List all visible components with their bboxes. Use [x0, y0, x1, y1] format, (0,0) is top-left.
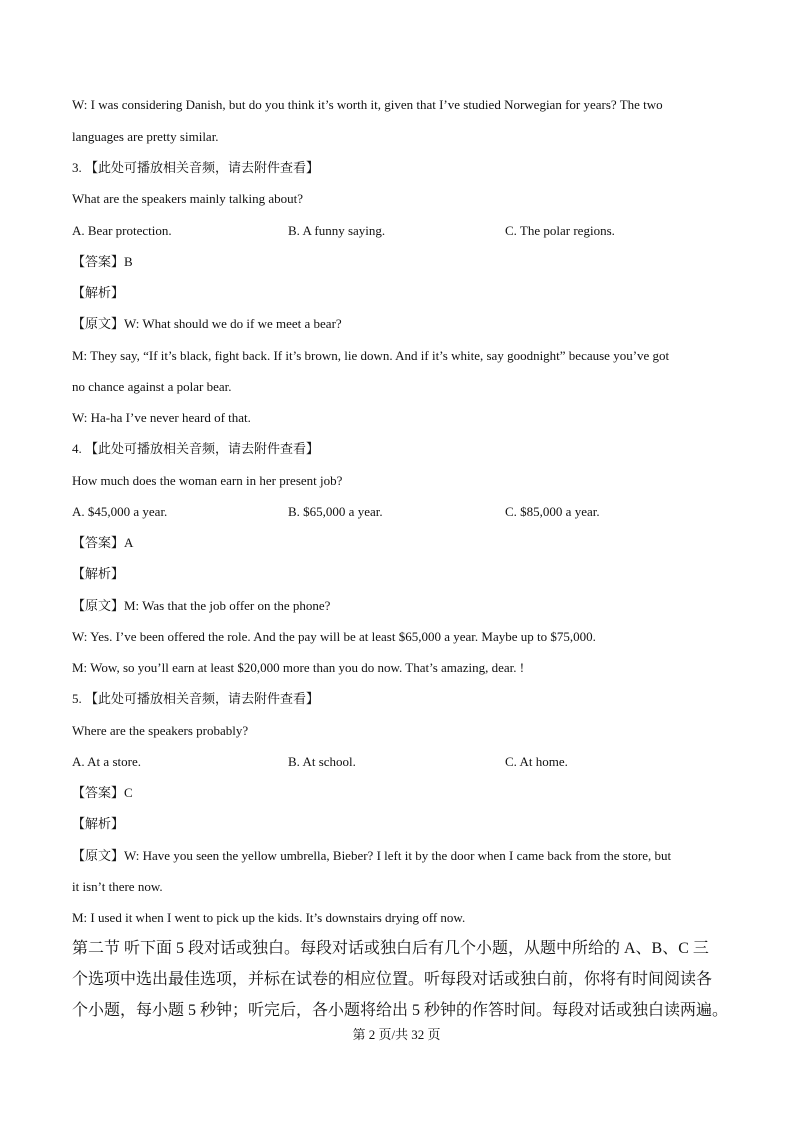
question-5-text: Where are the speakers probably? [72, 723, 249, 738]
question-5-transcript-line: 【原文】W: Have you seen the yellow umbrella, Bieber? I left it by the door when I came back from the store, but [72, 848, 672, 863]
question-4-transcript-line: W: Yes. I’ve been offered the role. And the pay will be at least $65,000 a year. Maybe up to $75,000. [72, 629, 596, 644]
question-3-transcript-line: W: Ha-ha I’ve never heard of that. [72, 410, 251, 425]
question-5-analysis-label: 【解析】 [72, 816, 125, 831]
question-3-analysis-label: 【解析】 [72, 285, 125, 300]
question-3-option-b: B. A funny saying. [288, 223, 386, 238]
question-3-header: 3. 【此处可播放相关音频，请去附件查看】 [72, 160, 320, 175]
question-3-transcript-line: 【原文】W: What should we do if we meet a bear? [72, 316, 342, 331]
question-4-answer: 【答案】A [72, 535, 134, 550]
question-4-option-b: B. $65,000 a year. [288, 504, 383, 519]
transcript-line: W: I was considering Danish, but do you think it’s worth it, given that I’ve studied Norwegian for years? The two [72, 97, 663, 112]
question-3-transcript-line: no chance against a polar bear. [72, 379, 232, 394]
question-5-transcript-line: it isn’t there now. [72, 879, 163, 894]
question-3-option-a: A. Bear protection. [72, 223, 172, 238]
question-4-transcript-line: 【原文】M: Was that the job offer on the phone? [72, 598, 331, 613]
section-2-instructions-line: 第二节 听下面 5 段对话或独白。每段对话或独白后有几个小题，从题中所给的 A、B、C 三 [72, 940, 709, 957]
question-4-text: How much does the woman earn in her present job? [72, 473, 343, 488]
question-4-analysis-label: 【解析】 [72, 566, 125, 581]
question-5-transcript-line: M: I used it when I went to pick up the kids. It’s downstairs drying off now. [72, 910, 466, 925]
question-3-answer: 【答案】B [72, 254, 133, 269]
question-4-option-c: C. $85,000 a year. [505, 504, 600, 519]
question-3-transcript-line: M: They say, “If it’s black, fight back. If it’s brown, lie down. And if it’s white, say goodnight” because you’ve got [72, 348, 670, 363]
section-2-instructions-line: 个小题，每小题 5 秒钟；听完后，各小题将给出 5 秒钟的作答时间。每段对话或独白读两遍。 [72, 1002, 729, 1019]
section-2-instructions-line: 个选项中选出最佳选项，并标在试卷的相应位置。听每段对话或独白前，你将有时间阅读各 [72, 971, 713, 988]
question-5-option-b: B. At school. [288, 754, 356, 769]
question-5-header: 5. 【此处可播放相关音频，请去附件查看】 [72, 691, 320, 706]
page-number: 第 2 页/共 32 页 [352, 1027, 441, 1042]
question-3-option-c: C. The polar regions. [505, 223, 615, 238]
question-5-option-c: C. At home. [505, 754, 568, 769]
question-5-option-a: A. At a store. [72, 754, 141, 769]
question-4-transcript-line: M: Wow, so you’ll earn at least $20,000 more than you do now. That’s amazing, dear. ! [72, 660, 525, 675]
question-4-option-a: A. $45,000 a year. [72, 504, 168, 519]
question-3-text: What are the speakers mainly talking about? [72, 191, 304, 206]
question-4-header: 4. 【此处可播放相关音频，请去附件查看】 [72, 441, 320, 456]
transcript-line: languages are pretty similar. [72, 129, 219, 144]
question-5-answer: 【答案】C [72, 785, 133, 800]
